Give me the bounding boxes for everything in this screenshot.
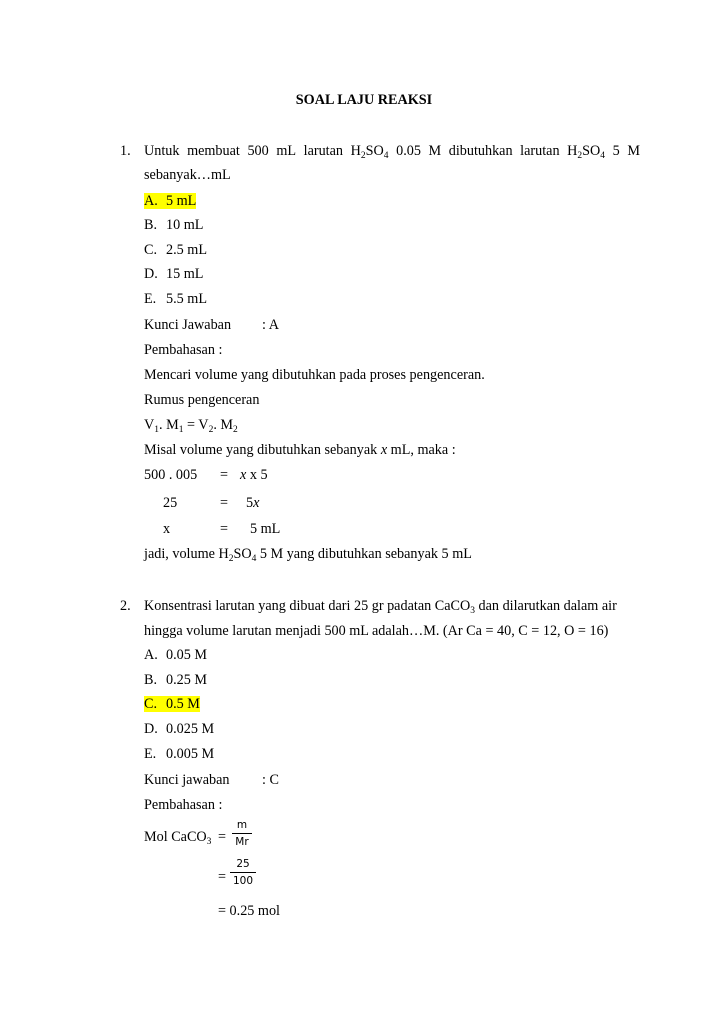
- q1-discussion-line1: Mencari volume yang dibutuhkan pada proses pengenceran.: [144, 367, 485, 383]
- q1-line1-word: membuat: [187, 143, 240, 159]
- q1-question-line2: sebanyak…mL: [144, 167, 231, 183]
- q2-option-d: D. 0.025 M: [144, 721, 215, 737]
- q2-discussion-label: Pembahasan :: [144, 797, 223, 813]
- q1-line1-word: 0.05: [396, 143, 421, 159]
- q1-line1-word: mL: [276, 143, 297, 159]
- q1-calc-row3-eq: =: [220, 521, 229, 537]
- q2-answer-key-value: : C: [262, 772, 279, 788]
- fraction-bar: [232, 833, 252, 834]
- q1-line1-word: Untuk: [144, 143, 180, 159]
- q1-calc-row1-lhs: 500 . 005: [144, 467, 198, 483]
- q1-calc-row1-rhs: x x 5: [240, 467, 268, 483]
- q1-calc-row2-rhs: 5x: [246, 495, 260, 511]
- q2-number: 2.: [120, 598, 131, 614]
- q1-line1-word: 5: [612, 143, 620, 159]
- q2-mol-equals: =: [218, 829, 227, 845]
- q2-mol-denominator: Mr: [235, 836, 249, 848]
- q1-line1-word: M: [428, 143, 442, 159]
- q1-line1-word: $H_2SO_4$: [567, 143, 606, 161]
- q1-discussion-line2: Rumus pengenceran: [144, 392, 260, 408]
- q2-question-line1: Konsentrasi larutan yang dibuat dari 25 gr padatan CaCO$_3$ dan dilarutkan dalam air: [144, 598, 617, 616]
- q2-option-e: E. 0.005 M: [144, 746, 215, 762]
- q1-calc-row3-lhs: x: [163, 521, 171, 537]
- q1-answer-key-value: : A: [262, 317, 279, 333]
- q1-option-a: A. 5 mL: [144, 193, 197, 209]
- q1-number: 1.: [120, 143, 131, 159]
- document-title: SOAL LAJU REAKSI: [295, 92, 433, 108]
- q1-line1-word: larutan: [303, 143, 344, 159]
- q1-assumption: Misal volume yang dibutuhkan sebanyak x mL, maka :: [144, 442, 456, 458]
- q2-option-b: B. 0.25 M: [144, 672, 207, 688]
- q1-question-line1: [144, 142, 640, 160]
- q2-question-line2: hingga volume larutan menjadi 500 mL adalah…M. (Ar Ca = 40, C = 12, O = 16): [144, 623, 609, 639]
- q1-line1-word: M: [627, 143, 640, 159]
- q2-step3-result: = 0.25 mol: [218, 903, 280, 919]
- q2-option-a: A. 0.05 M: [144, 647, 207, 663]
- q1-option-c: C. 2.5 mL: [144, 242, 207, 258]
- q2-mol-fraction: [232, 818, 252, 849]
- q2-step2-numerator: 25: [236, 858, 250, 870]
- q1-option-d: D. 15 mL: [144, 266, 204, 282]
- q2-mol-numerator: m: [236, 819, 248, 831]
- q1-calc-row1-eq: =: [220, 467, 229, 483]
- q1-line1-word: $H_2SO_4$: [350, 143, 389, 161]
- q1-discussion-label: Pembahasan :: [144, 342, 223, 358]
- q2-step2-fraction: [230, 857, 256, 888]
- q2-option-c: C. 0.5 M: [144, 696, 200, 712]
- q1-calc-row2-lhs: 25: [163, 495, 178, 511]
- q1-option-e: E. 5.5 mL: [144, 291, 207, 307]
- fraction-bar: [230, 872, 256, 873]
- q1-calc-row2-eq: =: [220, 495, 229, 511]
- q2-mol-label: Mol CaCO$_3$: [144, 829, 212, 847]
- q1-answer-key-label: Kunci Jawaban: [144, 317, 232, 333]
- q1-conclusion: jadi, volume $H_2SO_4$ 5 M yang dibutuhkan sebanyak 5 mL: [144, 546, 472, 564]
- q1-option-b: B. 10 mL: [144, 217, 204, 233]
- q1-dilution-formula: $V_1$. $M_1 = V_2$. $M_2$: [144, 417, 238, 435]
- q1-calc-row3-rhs: 5 mL: [250, 521, 281, 537]
- q1-line1-word: larutan: [520, 143, 560, 159]
- q1-line1-word: dibutuhkan: [448, 143, 513, 159]
- q2-answer-key-label: Kunci jawaban: [144, 772, 230, 788]
- q1-line1-word: 500: [247, 143, 269, 159]
- q2-step2-equals: =: [218, 869, 227, 885]
- q2-step2-denominator: 100: [232, 875, 254, 887]
